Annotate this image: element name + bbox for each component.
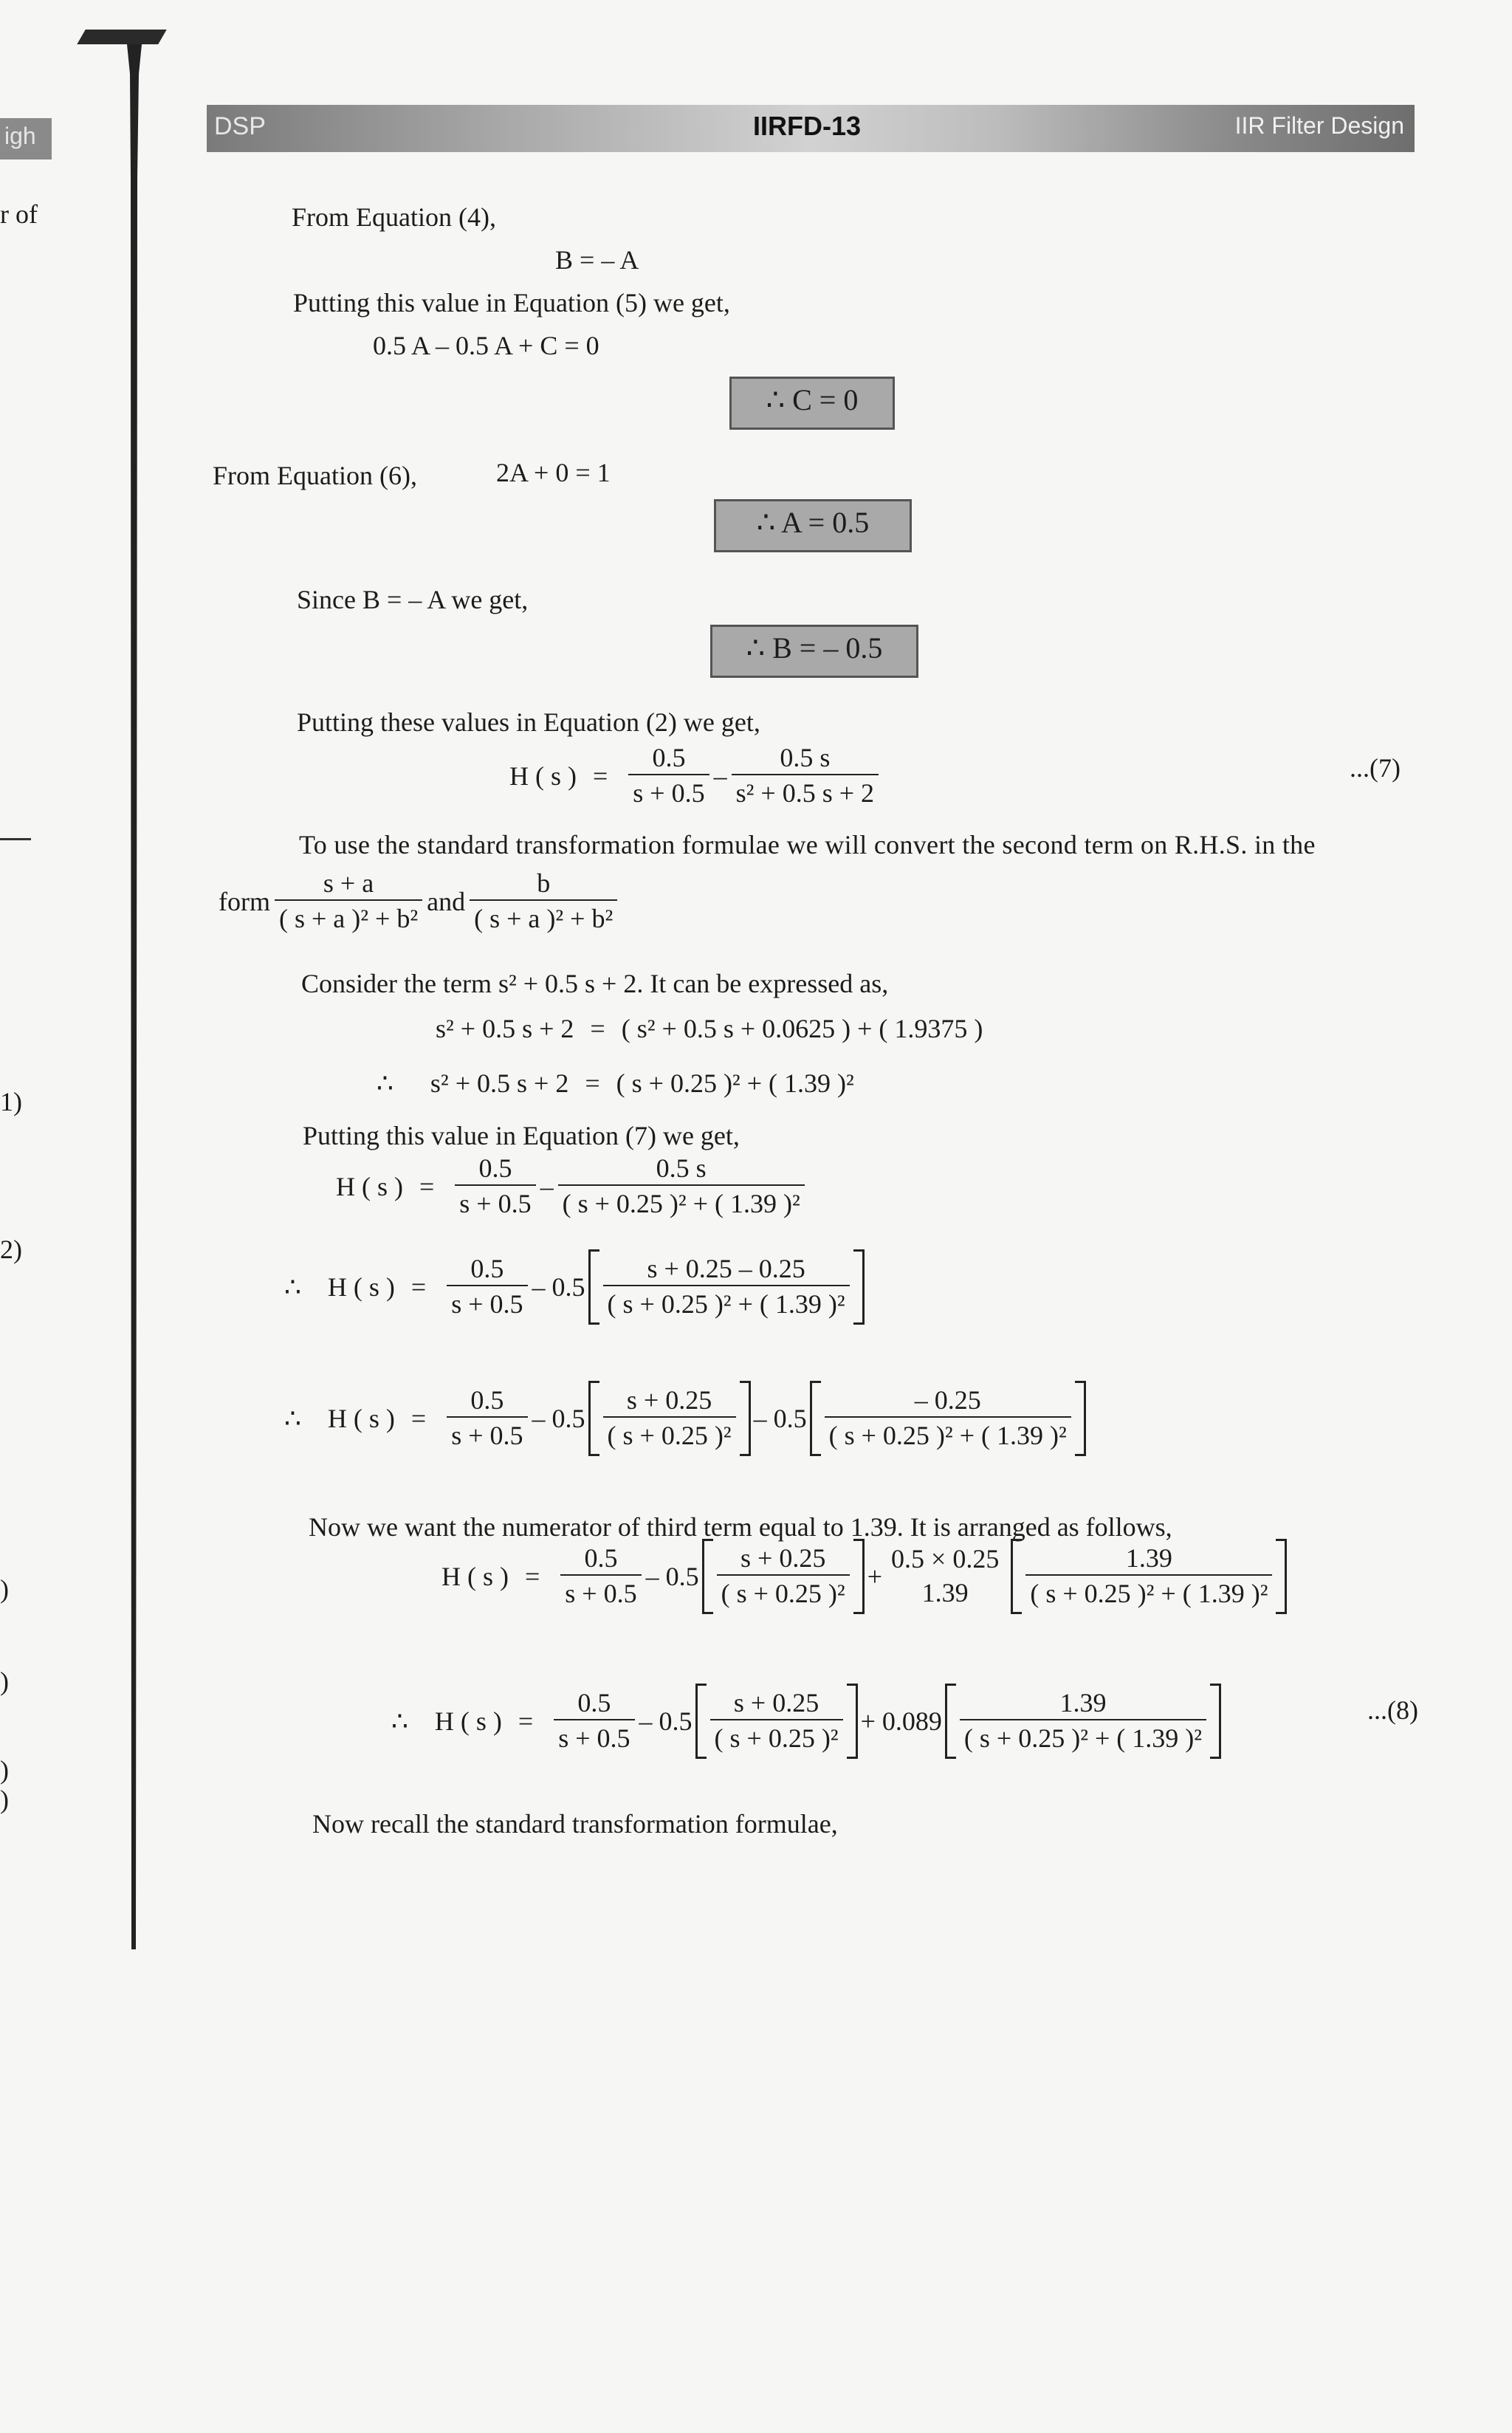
- math-minus: –: [540, 1172, 554, 1201]
- math-therefore: ∴: [391, 1706, 408, 1736]
- bracket: [810, 1385, 1086, 1452]
- text-line: Now recall the standard transformation formulae,: [312, 1809, 838, 1839]
- math-coef: – 0.5: [639, 1706, 693, 1736]
- numerator: s + 0.25: [626, 1385, 712, 1415]
- equation: 2A + 0 = 1: [496, 458, 611, 487]
- numerator: 1.39: [1125, 1543, 1172, 1573]
- fraction: [960, 1688, 1206, 1754]
- math-eq: =: [410, 1404, 427, 1433]
- math-therefore: ∴: [284, 1404, 301, 1433]
- denominator: ( s + 0.25 )²: [710, 1719, 843, 1754]
- chapter-title: IIR Filter Design: [1234, 112, 1404, 139]
- equation-c: [284, 1385, 1089, 1452]
- fraction: [1025, 1543, 1272, 1610]
- margin-mark: 1): [0, 1087, 22, 1116]
- numerator: 0.5: [470, 1254, 504, 1283]
- margin-rule: [0, 838, 31, 840]
- math-rhs: ( s + 0.25 )² + ( 1.39 )²: [616, 1068, 854, 1098]
- bracket: [588, 1385, 751, 1452]
- bracket: [1011, 1543, 1287, 1610]
- margin-mark: ): [0, 1785, 9, 1814]
- denominator: s + 0.5: [560, 1574, 641, 1610]
- equation-label: ...(8): [1367, 1695, 1418, 1725]
- denominator: s² + 0.5 s + 2: [732, 774, 879, 809]
- math-eq: =: [585, 1068, 600, 1098]
- bracket: [588, 1254, 865, 1320]
- facing-page-tab: [0, 118, 52, 159]
- math-minus: –: [713, 761, 727, 791]
- numerator: 1.39: [1059, 1688, 1107, 1717]
- fraction: [554, 1688, 634, 1754]
- and-label: and: [427, 887, 466, 916]
- equation-label: ...(7): [1350, 753, 1401, 783]
- equation-b: [284, 1254, 867, 1320]
- margin-mark: ): [0, 1574, 9, 1604]
- numerator: s + a: [323, 868, 374, 898]
- fraction: [455, 1153, 535, 1220]
- text-line: To use the standard transformation formulae we will convert the second term on R.H.S. in the: [299, 830, 1316, 859]
- binding-spine: [124, 30, 145, 1949]
- form-expression: [219, 868, 622, 935]
- result-box-a: ∴ A = 0.5: [714, 499, 912, 552]
- page-header: [207, 105, 1415, 152]
- margin-mark: 2): [0, 1235, 22, 1264]
- expansion-2: [377, 1068, 854, 1099]
- math-coef: + 0.089: [860, 1706, 942, 1736]
- math-eq: =: [524, 1562, 540, 1591]
- math-coef: – 0.5: [532, 1404, 585, 1433]
- spine-top-smudge: [77, 30, 167, 44]
- form-label: form: [219, 887, 270, 916]
- expansion-1: [436, 1013, 983, 1044]
- text-line: Putting this value in Equation (7) we get,: [303, 1121, 740, 1150]
- denominator: s + 0.5: [455, 1184, 535, 1220]
- fraction: [717, 1543, 850, 1610]
- math-h: H ( s ): [509, 761, 577, 791]
- equation-8: [391, 1688, 1224, 1754]
- margin-mark: ): [0, 1667, 9, 1696]
- fraction: [560, 1543, 641, 1610]
- fraction: [603, 1254, 850, 1320]
- numerator: b: [537, 868, 551, 898]
- bracket: [702, 1543, 865, 1610]
- fraction: [603, 1385, 736, 1452]
- numerator: 0.5 × 0.25: [891, 1544, 1000, 1574]
- numerator: 0.5: [478, 1153, 512, 1183]
- math-h: H ( s ): [327, 1404, 395, 1433]
- margin-mark: ): [0, 1755, 9, 1785]
- numerator: s + 0.25: [740, 1543, 826, 1573]
- math-lhs: s² + 0.5 s + 2: [430, 1068, 569, 1098]
- math-h: H ( s ): [434, 1706, 502, 1736]
- text-line: Putting this value in Equation (5) we get,: [293, 288, 730, 318]
- denominator: s + 0.5: [554, 1719, 634, 1754]
- denominator: s + 0.5: [628, 774, 709, 809]
- numerator: 0.5: [652, 743, 686, 772]
- denominator: s + 0.5: [447, 1285, 527, 1320]
- math-h: H ( s ): [336, 1172, 403, 1201]
- bracket: [695, 1688, 858, 1754]
- math-eq: =: [592, 761, 608, 791]
- math-rhs: ( s² + 0.5 s + 0.0625 ) + ( 1.9375 ): [621, 1014, 983, 1043]
- denominator: ( s + a )² + b²: [470, 899, 617, 935]
- equation-7: [509, 743, 883, 809]
- denominator: ( s + 0.25 )²: [603, 1416, 736, 1452]
- fraction: [887, 1544, 1003, 1609]
- fraction: [470, 868, 617, 935]
- math-therefore: ∴: [284, 1272, 301, 1302]
- fraction: [628, 743, 709, 809]
- math-therefore: ∴: [377, 1068, 394, 1098]
- text-line: Consider the term s² + 0.5 s + 2. It can be expressed as,: [301, 969, 889, 998]
- fraction: [710, 1688, 843, 1754]
- denominator: ( s + 0.25 )² + ( 1.39 )²: [603, 1285, 850, 1320]
- text-line: From Equation (6),: [213, 461, 417, 490]
- numerator: 0.5: [584, 1543, 618, 1573]
- page-number: IIRFD-13: [753, 111, 862, 141]
- math-plus: +: [867, 1562, 883, 1591]
- numerator: 0.5 s: [780, 743, 831, 772]
- header-left-label: DSP: [214, 112, 266, 140]
- fraction: [825, 1385, 1071, 1452]
- numerator: – 0.25: [914, 1385, 981, 1415]
- text-line: Now we want the numerator of third term equal to 1.39. It is arranged as follows,: [309, 1512, 1172, 1542]
- math-eq: =: [518, 1706, 534, 1736]
- math-eq: =: [410, 1272, 427, 1302]
- numerator: s + 0.25 – 0.25: [647, 1254, 805, 1283]
- facing-page-tab-text: igh: [4, 123, 36, 149]
- fraction: [558, 1153, 805, 1220]
- text-line: From Equation (4),: [292, 202, 496, 232]
- denominator: ( s + a )² + b²: [275, 899, 422, 935]
- equation: B = – A: [555, 245, 639, 275]
- math-lhs: s² + 0.5 s + 2: [436, 1014, 574, 1043]
- denominator: ( s + 0.25 )² + ( 1.39 )²: [1025, 1574, 1272, 1610]
- numerator: 0.5: [577, 1688, 611, 1717]
- result-box-b: ∴ B = – 0.5: [710, 625, 918, 678]
- math-h: H ( s ): [441, 1562, 509, 1591]
- numerator: 0.5 s: [656, 1153, 707, 1183]
- fraction: [447, 1254, 527, 1320]
- fraction: [732, 743, 879, 809]
- denominator: ( s + 0.25 )² + ( 1.39 )²: [825, 1416, 1071, 1452]
- denominator: ( s + 0.25 )² + ( 1.39 )²: [960, 1719, 1206, 1754]
- margin-mark: r of: [0, 199, 38, 229]
- math-eq: =: [419, 1172, 435, 1201]
- denominator: 1.39: [921, 1578, 969, 1607]
- denominator: ( s + 0.25 )²: [717, 1574, 850, 1610]
- math-h: H ( s ): [327, 1272, 395, 1302]
- bracket: [945, 1688, 1221, 1754]
- fraction: [275, 868, 422, 935]
- math-coef: – 0.5: [753, 1404, 807, 1433]
- numerator: 0.5: [470, 1385, 504, 1415]
- text-line: Since B = – A we get,: [297, 585, 529, 614]
- equation: 0.5 A – 0.5 A + C = 0: [373, 331, 599, 360]
- fraction: [447, 1385, 527, 1452]
- math-coef: – 0.5: [532, 1272, 585, 1302]
- denominator: s + 0.5: [447, 1416, 527, 1452]
- denominator: ( s + 0.25 )² + ( 1.39 )²: [558, 1184, 805, 1220]
- math-coef: – 0.5: [645, 1562, 699, 1591]
- math-eq: =: [590, 1014, 605, 1043]
- text-line: Putting these values in Equation (2) we get,: [297, 707, 760, 737]
- equation-d: [441, 1543, 1290, 1610]
- result-box-c: ∴ C = 0: [729, 377, 895, 430]
- numerator: s + 0.25: [733, 1688, 819, 1717]
- equation-a: [336, 1153, 809, 1220]
